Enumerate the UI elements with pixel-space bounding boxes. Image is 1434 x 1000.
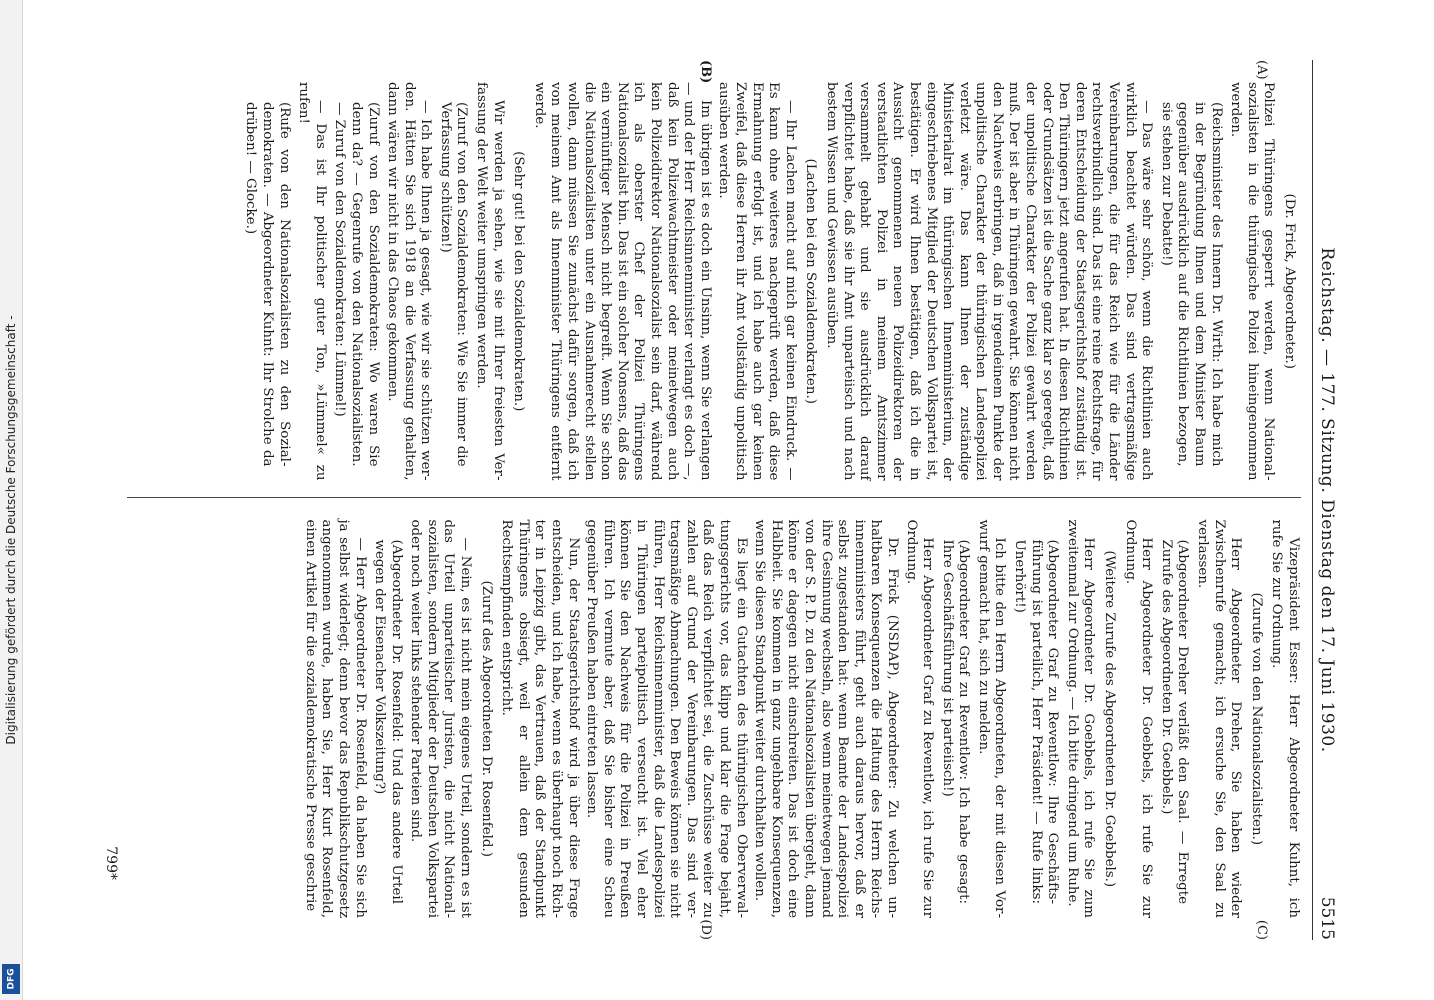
interjection: (Zurufe von den Nationalsozialisten.) (1248, 592, 1264, 846)
interjection: (Zuruf von den Sozialdemokraten: Wie Sie immer die Verfassung schützen!) (437, 102, 470, 467)
interjection: (Sehr gut! bei den Sozialdemokraten.) (511, 151, 527, 412)
paragraph: Wir werden ja sehen, wie sie mit Ihrer freiesten Verfassung der Welt weiter umspringen werden. (474, 82, 506, 481)
interjection: (Reichsminister des Innern Dr. Wirth: Ich habe mich in der Begründung Ihnen und dem Minister Baum gegenüber ausdrücklich auf die Richtlinien bezogen, sie stehen zur Debatte!) (1158, 102, 1224, 467)
paragraph: Herr Abgeordneter Graf zu Reventlow, ich rufe Sie zur Ordnung. (903, 519, 936, 918)
digitization-credit: Digitalisierung gefördert durch die Deutsche Forschungsgemeinschaft - (4, 315, 18, 745)
page-number: 5515 (1317, 896, 1337, 940)
left-column (127, 60, 1301, 498)
running-head (1312, 60, 1337, 940)
paragraph: Herr Abgeordneter Dr. Goebbels, ich rufe Sie zur Ordnung. (1122, 519, 1155, 918)
paragraph: Herr Abgeordneter Dreher, Sie haben wieder Zwischenrufe gemacht; ich ersuche Sie, den Saal zu verlassen. (1195, 519, 1244, 918)
interjection: (Abgeordneter Dr. Rosenfeld: Und das andere Urteil wegen der Eisenacher Volkszeitung?) (372, 539, 404, 904)
paragraph: — Das wäre sehr schön, wenn die Richtlinien auch wirklich beachtet würden. Das sind vertragsmäßige Vereinbarungen, die für das Reich wie für die Länder rechtsverbindlich sind. Das ist eine reine Rechtsfrage, für deren Entscheidung der Staatsgerichtshof zuständig ist. Den Thüringern jetzt angerufen hat. In diesen Richtlinien oder Grundsätzen ist die Sache ganz klar so geregelt, daß der unpolitische Charakter der Polizei gewahrt werden muß. Der ist aber in Thüringen gewahrt. Sie können nicht den Nachweis erbringen, daß in irgendeinem Punkte der unpolitische Charakter der thüringischen Landespolizei verletzt wäre. Das kann Ihnen der zuständige Ministerialrat im thüringischen Innenministerium, der eingeschriebenes Mitglied der Deutschen Volkspartei ist, bestätigen. Er wird Ihnen bestätigen, daß ich die in Aussicht genommenen neuen Polizeidirektoren der verstaatlichten Polizei in meinem Amtszimmer versammelt gehabt und sie ausdrücklich darauf verpflichtet habe, daß sie ihr Amt unparteiisch und nach bestem Wissen und Gewissen ausüben. (823, 82, 1155, 481)
interjection: (Lachen bei den Sozialdemokraten.) (803, 158, 819, 404)
paragraph: Polizei Thüringens gesperrt werden, wenn Nationalsozialisten in die thüringische Polizei hineingenommen werden. (1228, 82, 1277, 481)
paragraph: Nun, der Staatsgerichtshof wird ja über diese Frage entscheiden, und ich habe, wenn es überhaupt noch Richter in Leipzig gibt, das Vertrauen, daß der Standpunkt Thüringens obsiegt, weil er allein dem gesunden Rechtsempfinden entspricht. (499, 519, 581, 918)
interjection: (Abgeordneter Graf zu Reventlow: Ihre Geschäftsführung ist parteilich, Herr Präsident! — Rufe links: Unerhört!) (1012, 539, 1061, 904)
interjection: (Abgeordneter Dreher verläßt den Saal. — Erregte Zurufe des Abgeordneten Dr. Goebbels.) (1158, 539, 1191, 904)
interjection: (Zuruf von den Sozialdemokraten: Wo waren Sie denn da? — Gegenrufe von den Nationalsozialisten. — Zuruf von den Sozialdemokraten: Lümmel!) (332, 102, 381, 467)
speaker-continuation: (Dr. Frick, Abgeordneter.) (1282, 193, 1297, 370)
interjection: (Rufe von den Nationalsozialisten zu den Sozialdemokraten. — Abgeordneter Kuhnt: Ihr Strolche da drüben! — Glocke.) (243, 102, 292, 467)
paragraph: Es liegt ein Gutachten des thüringischen Oberverwaltungsgerichts vor, das klipp und klar die Frage bejaht, daß das Reich verpflichtet sei, die Zuschüsse weiter zu zahlen auf Grund der Vereinbarungen. Das sind vertragsmäßige Abmachungen. Den Beweis können sie nicht führen, Herr Reichsinnenminister, daß die Landespolizei in Thüringen parteipolitisch verseucht ist. Viel eher können Sie den Nachweis für die Polizei in Preußen führen. Ich vermute aber, daß Sie bisher eine Scheu gegenüber Preußen haben eintreten lassen. (584, 519, 749, 918)
dfg-logo-icon: DFG (2, 964, 20, 994)
paragraph: — Nein, es ist nicht mein eigenes Urteil, sondern es ist das Urteil unparteiischer Juristen, die nicht Nationalsozialisten, sondern Mitglieder der Deutschen Volkspartei oder noch weiter links stehender Parteien sind. (408, 519, 474, 918)
right-column (127, 516, 1301, 941)
interjection: (Abgeordneter Graf zu Reventlow: Ich habe gesagt: Ihre Geschäftsführung ist parteiisch!) (939, 539, 972, 904)
paragraph: Vizepräsident Esser: Herr Abgeordneter Kuhnt, ich rufe Sie zur Ordnung. (1269, 519, 1301, 918)
interjection: (Weitere Zurufe des Abgeordneten Dr. Goebbels.) (1102, 550, 1118, 888)
margin-marker-a: (A) (1254, 60, 1269, 80)
document-page (67, 30, 1367, 970)
paragraph: Im übrigen ist es doch ein Unsinn, wenn Sie verlangen — und der Herr Reichsinnenminister verlangt es doch —, daß kein Polizeiwachtmeister oder meinetwegen auch kein Polizeidirektor Nationalsozialist sein darf, während ich als oberster Chef der Polizei Thüringens Nationalsozialist bin. Das ist ein solcher Nonsens, daß das ein vernünftiger Mensch nicht begreift. Wenn Sie schon die Nationalsozialisten unter ein Ausnahmerecht stellen wollen, dann müssen Sie zunächst dafür sorgen, daß ich von meinem Amt als Innenminister Thüringens entfernt werde. (531, 82, 713, 481)
paragraph: — Ich habe Ihnen ja gesagt, wie wir sie schützen werden. Hätten Sie sich 1918 an die Verfassung gehalten, dann wären wir nicht in das Chaos gekommen. (385, 82, 434, 481)
sheet-signature: 799* (103, 846, 119, 880)
paragraph: — Herr Abgeordneter Dr. Rosenfeld, da haben Sie sich ja selbst widerlegt; denn bevor das Republikschutzgesetz angenommen wurde, haben Sie, Herr Kurt Rosenfeld, einen Artikel für die sozialdemokratische Presse geschrie (302, 519, 368, 918)
paragraph: Ich bitte den Herrn Abgeordneten, der mit diesen Vorwurf gemacht hat, sich zu melden. (975, 519, 1008, 918)
paragraph: Dr. Frick (NSDAP), Abgeordneter: Zu welchen unhaltbaren Konsequenzen die Haltung des Herrn Reichsinnenministers führt, geht auch daraus hervor, daß er selbst zugestanden hat: wenn Beamte der Landespolizei ihre Gesinnung wechseln, also wenn meinetwegen jemand von der S. P. D. zu den Nationalsozialisten übergeht, dann könne er dagegen nicht einschreiten. Das ist doch eine Halbheit. Sie kommen in ganz ungehbare Konsequenzen, wenn Sie diesen Standpunkt weiter durchhalten wollen. (752, 519, 900, 918)
margin-marker-b: (B) (698, 60, 713, 84)
margin-marker-d: (D) (698, 919, 713, 940)
page-title: Reichstag. — 177. Sitzung. Dienstag den 17. Juni 1930. (1317, 247, 1337, 753)
margin-marker-c: (C) (1254, 919, 1269, 940)
paragraph: — Das ist Ihr politischer guter Ton, »Lümmel« zu rufen! (296, 82, 328, 481)
digitization-sidebar (0, 0, 23, 1000)
interjection: (Zuruf des Abgeordneten Dr. Rosenfeld.) (478, 580, 494, 857)
paragraph: — Ihr Lachen macht auf mich gar keinen Eindruck. — Es kann ohne weiteres nachgeprüft werden, daß diese Ermahnung erfolgt ist, und ich habe auch gar keinen Zweifel, daß diese Herren ihr Amt vollständig unpolitisch ausüben werden. (716, 82, 798, 481)
paragraph: Herr Abgeordneter Dr. Goebbels, ich rufe Sie zum zweitenmal zur Ordnung. — Ich bitte dringend um Ruhe. (1064, 519, 1097, 918)
